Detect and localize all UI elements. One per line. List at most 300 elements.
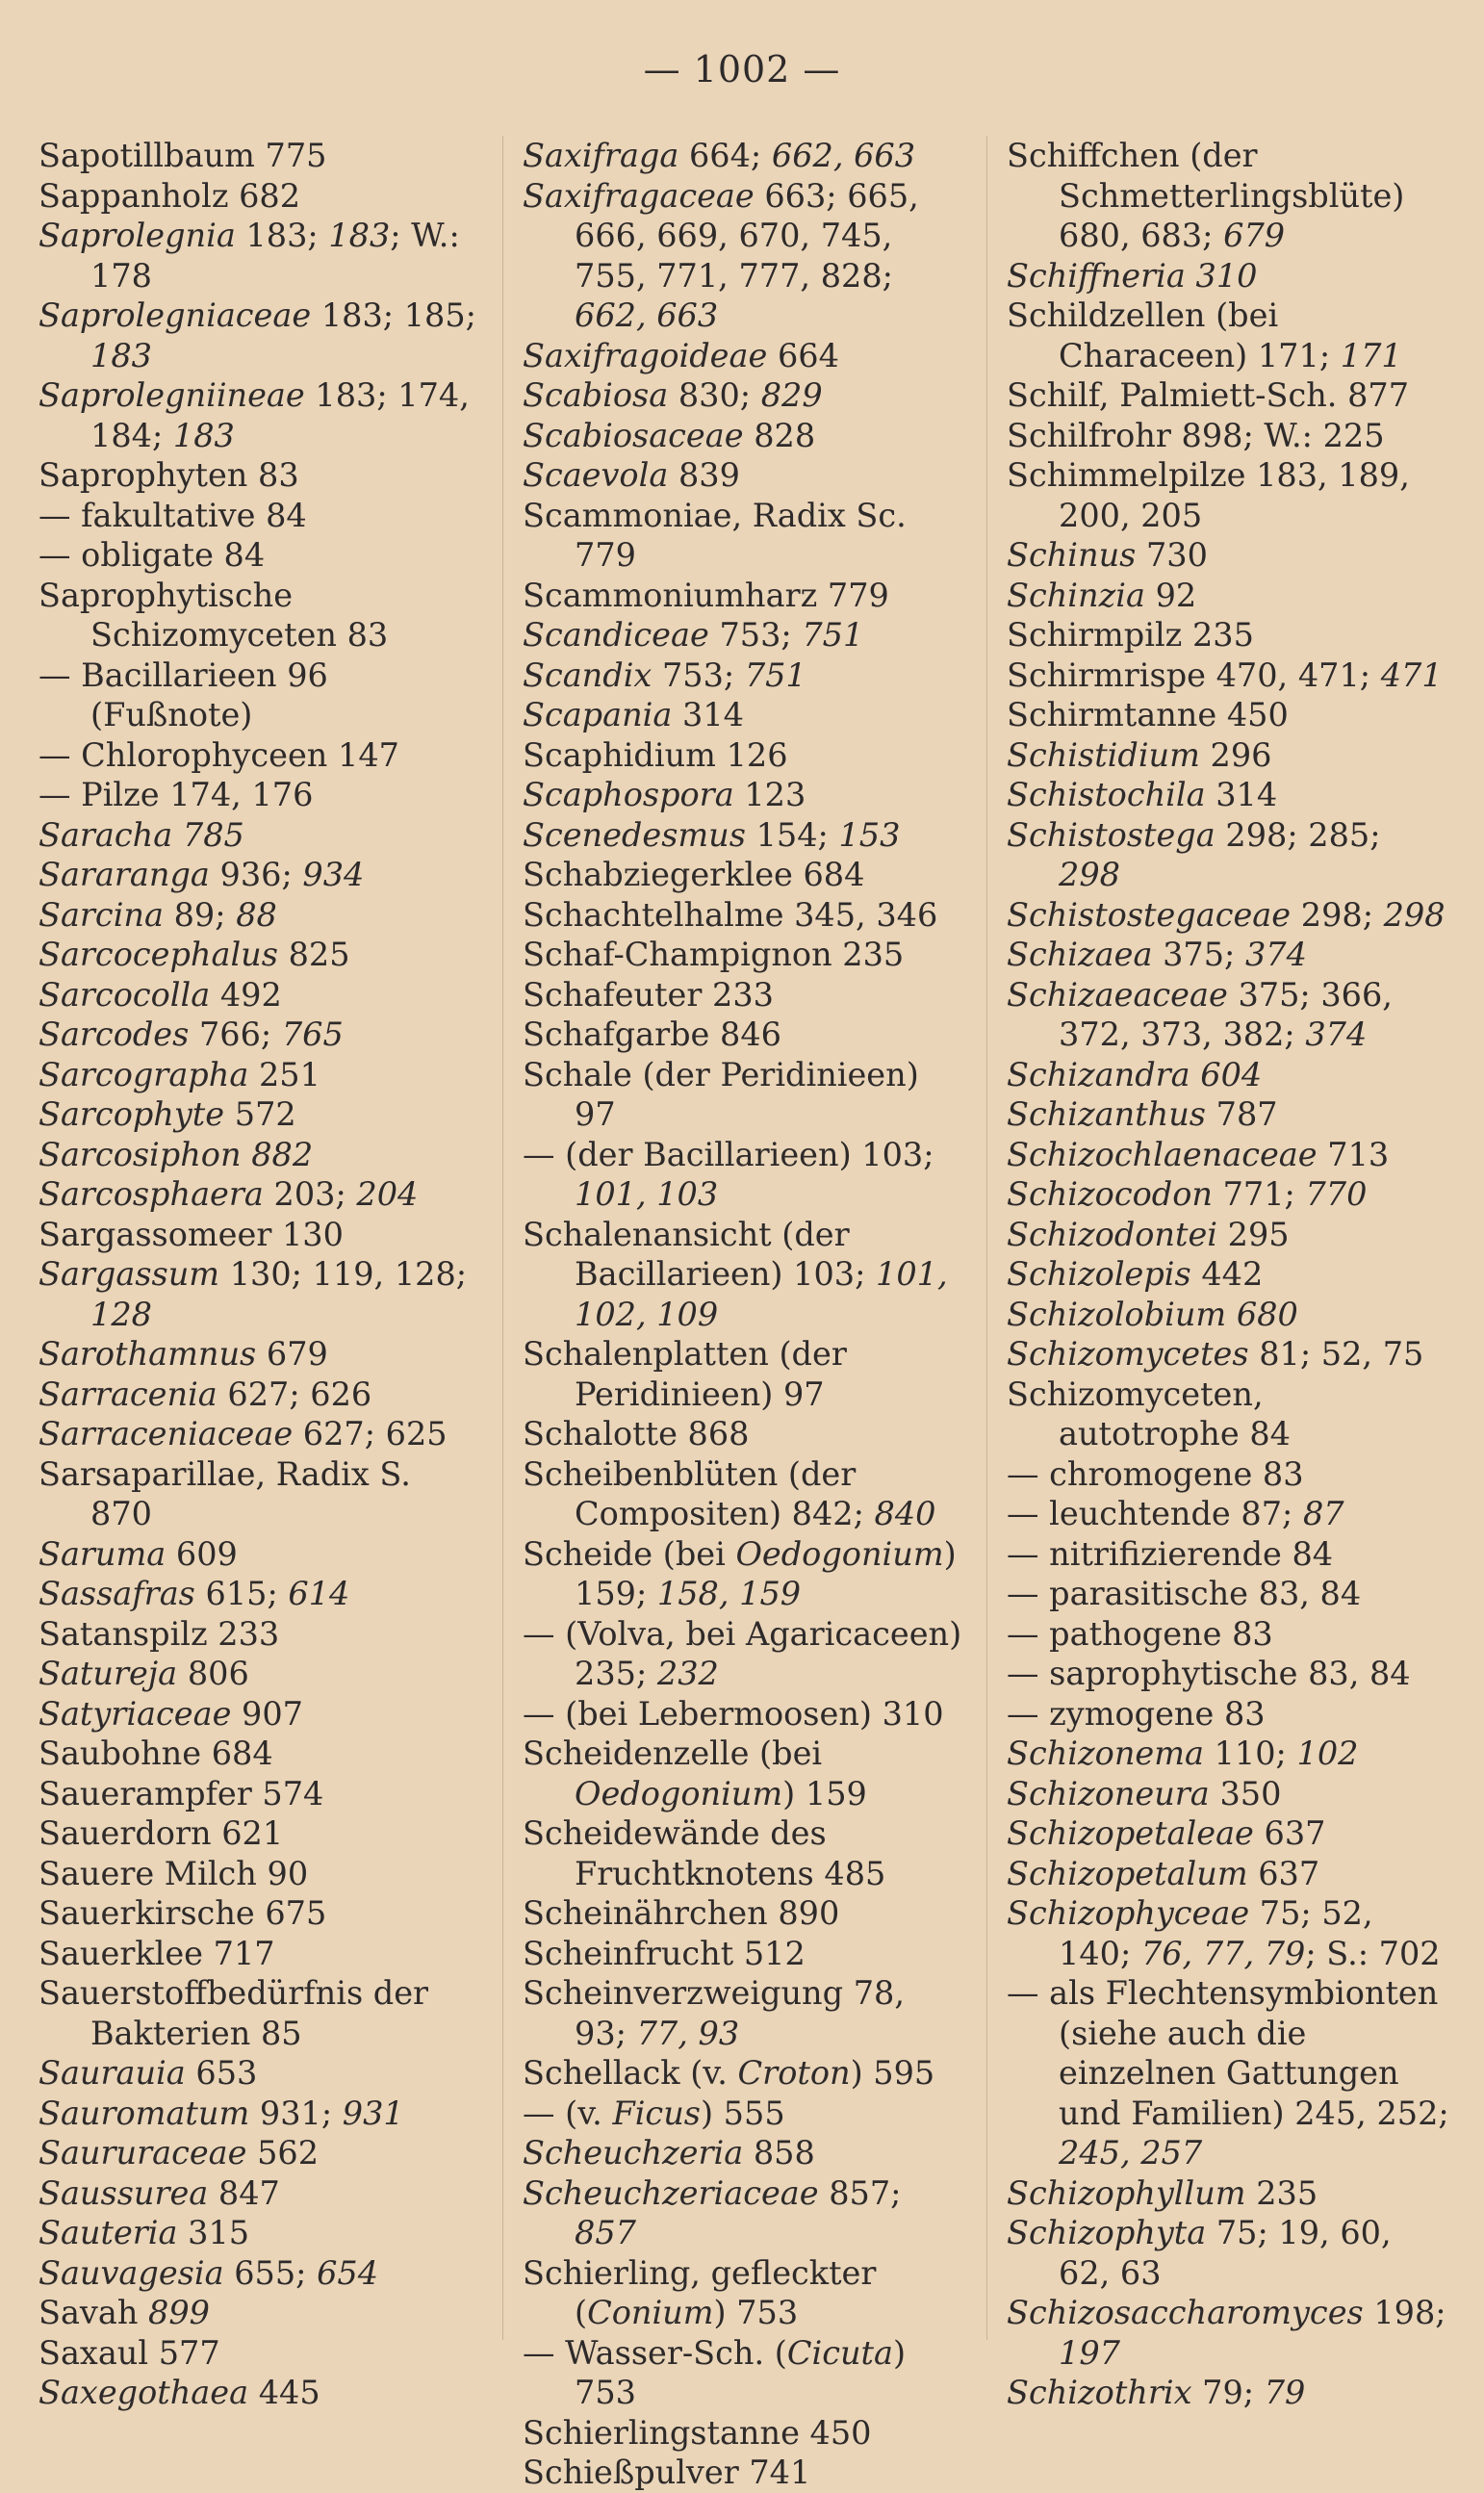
index-column-2 [523, 136, 965, 2493]
index-entry-text: 442 [1190, 1255, 1264, 1293]
index-entry [38, 935, 481, 975]
index-entry [38, 735, 481, 776]
index-entry-italic-text: 882 [251, 1135, 314, 1173]
index-entry-text: Scammoniumharz 779 [523, 576, 889, 614]
index-entry [523, 975, 965, 1015]
index-entry [1007, 935, 1449, 975]
index-entry-italic-text: Saprolegnia [38, 217, 236, 254]
index-entry [38, 1934, 481, 1974]
index-entry-italic-text: Schistostegaceae [1007, 895, 1292, 934]
index-entry-italic-text: Sarcographa [38, 1055, 249, 1093]
index-entry [38, 1334, 481, 1375]
index-entry-italic-text: Saxifragaceae [523, 176, 755, 215]
index-entry [1007, 535, 1449, 576]
index-entry-italic-text: Saurauia [38, 2054, 186, 2092]
index-entry-text: Schirmrispe 470, 471; [1007, 655, 1381, 694]
index-entry [38, 815, 481, 856]
index-entry [1007, 1973, 1449, 2173]
index-entry-text: 183; [235, 217, 329, 254]
index-entry-italic-text: 374 [1244, 936, 1307, 973]
index-entry-italic-text: 840 [874, 1495, 936, 1532]
index-entry [523, 735, 965, 776]
index-entry-text: ; S.: 702 [1305, 1934, 1441, 1972]
index-entry-text [172, 816, 183, 854]
index-entry [38, 1534, 481, 1575]
index-entry [523, 2413, 965, 2454]
index-entry [523, 1813, 965, 1893]
index-entry-italic-text: Schizodontei [1007, 1215, 1218, 1253]
index-entry [1007, 2213, 1449, 2293]
index-entry-text: 627; 625 [293, 1415, 448, 1452]
index-entry-text: Scheibenblüten (der Compositen) 842; [523, 1454, 875, 1532]
index-entry-text: — leuchtende 87; [1007, 1495, 1303, 1532]
index-entry-italic-text: 76, 77, 79 [1140, 1934, 1306, 1972]
index-entry-italic-text: 101, 103 [575, 1175, 719, 1213]
index-entry-text: — chromogene 83 [1007, 1454, 1304, 1493]
index-entry [523, 1215, 965, 1335]
index-entry-text: 183; 185; [311, 296, 476, 334]
index-entry [38, 535, 481, 576]
index-entry-italic-text: Sarcocephalus [38, 936, 278, 973]
index-entry-text: Scheinverzweigung 78, 93; [523, 1974, 905, 2052]
index-entry-text: Schierling, gefleckter ( [523, 2253, 877, 2331]
index-entry [1007, 1135, 1449, 1175]
index-entry-text: 375; 366, 372, 373, 382; [1059, 975, 1393, 1053]
index-entry-text: 89; [163, 895, 237, 934]
index-entry-text: Schimmelpilze 183, 189, 200, 205 [1007, 456, 1410, 534]
index-entry-italic-text: Schizocodon [1007, 1175, 1213, 1213]
index-entry-text: 806 [177, 1655, 249, 1692]
index-entry [1007, 1055, 1449, 1095]
index-entry-italic-text: 857 [575, 2214, 636, 2251]
index-entry-italic-text: Sarcina [38, 895, 164, 934]
index-entry-text: 753; [708, 616, 803, 654]
index-entry [38, 1893, 481, 1934]
index-entry-italic-text: Schizolobium [1007, 1295, 1227, 1333]
index-entry-text: 771; [1212, 1175, 1306, 1213]
index-entry-text: Schellack (v. [523, 2054, 738, 2092]
index-entry-italic-text: 934 [302, 856, 365, 893]
index-entry-italic-text: 614 [288, 1575, 350, 1612]
index-entry-text: 183; 174, 184; [90, 376, 470, 454]
index-entry-text: — obligate 84 [38, 536, 266, 574]
index-entry-italic-text: 604 [1200, 1055, 1263, 1093]
index-entry [38, 296, 481, 375]
index-entry [1007, 2293, 1449, 2373]
index-entry-italic-text: Saprolegniaceae [38, 296, 312, 334]
index-entry-italic-text: 751 [802, 616, 864, 654]
index-entry-text: Savah [38, 2294, 149, 2331]
index-entry-italic-text: 87 [1302, 1495, 1344, 1532]
index-entry [38, 1414, 481, 1454]
index-entry [38, 1973, 481, 2053]
index-entry-text: — zymogene 83 [1007, 1694, 1266, 1733]
index-entry [38, 1454, 481, 1534]
index-entry-italic-text: Schinzia [1007, 576, 1145, 614]
index-entry [38, 895, 481, 936]
index-entry-text: 637 [1247, 1854, 1320, 1892]
index-entry-italic-text: 785 [182, 815, 244, 854]
index-entry [1007, 1893, 1449, 1973]
index-entry-italic-text: 88 [236, 895, 277, 934]
index-entry-italic-text: Satureja [38, 1655, 178, 1692]
index-entry-italic-text: Scabiosa [523, 376, 669, 414]
index-entry-text: 375; [1152, 936, 1245, 973]
index-entry [1007, 1334, 1449, 1375]
index-entry [523, 2453, 965, 2493]
index-entry-text: Scheinfrucht 512 [523, 1934, 806, 1972]
index-entry-text: 730 [1136, 536, 1208, 574]
index-entry [38, 775, 481, 815]
index-column-1 [38, 136, 481, 2413]
index-entry-italic-text: Schizoneura [1007, 1774, 1210, 1812]
index-entry-italic-text: Schistochila [1007, 776, 1206, 813]
index-entry-text: Schalenansicht (der Bacillarieen) 103; [523, 1215, 877, 1293]
index-entry-italic-text: Schizopetaleae [1007, 1814, 1254, 1852]
index-entry-italic-text: Sauvagesia [38, 2253, 224, 2292]
index-entry-text: 753; [652, 655, 745, 694]
index-entry-text: Sauerstoffbedürfnis der Bakterien 85 [38, 1974, 429, 2052]
index-entry [1007, 1094, 1449, 1135]
index-entry [1007, 1215, 1449, 1255]
index-entry-italic-text: Schistostega [1007, 815, 1215, 854]
index-entry [1007, 975, 1449, 1055]
index-entry-text: 766; [189, 1015, 282, 1053]
index-entry [38, 975, 481, 1015]
index-entry-text: 615; [194, 1575, 289, 1612]
index-entry [523, 895, 965, 936]
index-entry-italic-text: Sarothamnus [38, 1335, 257, 1373]
index-entry-italic-text: Scandix [523, 655, 652, 694]
index-entry-text: 314 [1205, 776, 1278, 813]
index-entry-text: 679 [256, 1335, 328, 1373]
index-entry-text: 627; 626 [217, 1375, 372, 1413]
index-entry-text: 296 [1199, 735, 1272, 774]
index-entry-text: 572 [224, 1095, 296, 1133]
index-entry-italic-text: 471 [1380, 655, 1443, 694]
index-entry-italic-text: Oedogonium [575, 1774, 783, 1812]
index-entry [38, 2133, 481, 2173]
index-entry-italic-text: Schizolepis [1007, 1255, 1191, 1293]
index-entry-text: Schirmtanne 450 [1007, 696, 1289, 733]
index-entry-italic-text: Scaphospora [523, 776, 734, 813]
index-entry-italic-text: Sarcosphaera [38, 1175, 264, 1213]
index-entry [523, 1414, 965, 1454]
index-entry-text: Schießpulver 741 [523, 2454, 811, 2491]
index-entry [523, 136, 965, 176]
index-entry-text: 664; [678, 137, 772, 174]
column-divider [986, 136, 987, 2340]
index-entry-italic-text: Schizaea [1007, 936, 1153, 973]
index-entry-italic-text: Saruma [38, 1534, 166, 1573]
index-entry-text: Schalotte 868 [523, 1415, 750, 1452]
index-entry [38, 1694, 481, 1735]
index-entry-italic-text: 101, 102, 109 [575, 1255, 948, 1333]
index-entry-text: 350 [1209, 1774, 1282, 1812]
index-entry-text: — Bacillarieen 96 (Fußnote) [38, 655, 328, 733]
index-entry-italic-text: Sassafras [38, 1575, 195, 1612]
index-entry [523, 1454, 965, 1534]
index-entry-text: ) 159 [782, 1774, 867, 1812]
index-entry [1007, 775, 1449, 815]
index-entry-italic-text: 829 [760, 376, 823, 414]
index-entry-italic-text: 899 [148, 2294, 210, 2331]
index-entry-text: 79; [1191, 2374, 1265, 2411]
index-entry [523, 695, 965, 735]
index-entry-italic-text: Scheuchzeria [523, 2134, 744, 2172]
index-entry-text: 295 [1217, 1215, 1290, 1253]
index-entry-italic-text: Croton [737, 2054, 851, 2092]
index-entry-text: Sauerampfer 574 [38, 1774, 324, 1812]
index-entry [1007, 296, 1449, 375]
index-entry [523, 1694, 965, 1735]
index-entry-text: — parasitische 83, 84 [1007, 1575, 1362, 1612]
index-entry-italic-text: 153 [838, 815, 901, 854]
index-entry-italic-text: Saxifragoideae [523, 336, 768, 374]
index-entry-italic-text: Ficus [612, 2094, 701, 2132]
index-entry [38, 2053, 481, 2094]
index-entry-text: 828 [743, 416, 816, 454]
index-entry-text: — nitrifizierende 84 [1007, 1534, 1334, 1573]
index-entry-italic-text: 662, 663 [771, 137, 916, 174]
index-entry [1007, 615, 1449, 655]
index-entry [1007, 1694, 1449, 1735]
index-entry-text: — fakultative 84 [38, 496, 307, 534]
index-entry-text: 81; 52, 75 [1248, 1335, 1424, 1373]
index-entry-italic-text: Sarcosiphon [38, 1135, 242, 1173]
index-entry-text: 787 [1206, 1095, 1278, 1133]
index-entry-italic-text: Sarraceniaceae [38, 1415, 294, 1452]
index-entry-italic-text: Scenedesmus [523, 815, 746, 854]
index-entry [1007, 1654, 1449, 1694]
index-entry-text: — saprophytische 83, 84 [1007, 1655, 1411, 1692]
index-entry-italic-text: Scabiosaceae [523, 416, 744, 454]
index-entry-italic-text: 770 [1305, 1175, 1368, 1213]
index-entry-text: 825 [277, 936, 350, 973]
index-entry-italic-text: 931 [342, 2094, 404, 2132]
index-entry-text: — (Volva, bei Agaricaceen) 235; [523, 1614, 962, 1692]
index-entry-italic-text: 232 [656, 1655, 719, 1692]
index-entry [1007, 375, 1449, 416]
index-entry-text: Schilfrohr 898; W.: 225 [1007, 416, 1385, 454]
index-entry [38, 496, 481, 536]
index-entry-text: ) 595 [850, 2054, 935, 2092]
index-entry [38, 455, 481, 496]
index-entry [38, 2094, 481, 2134]
index-entry-text: 298; 285; [1215, 815, 1381, 854]
index-entry [523, 2133, 965, 2173]
index-entry-text: 492 [210, 975, 282, 1014]
index-entry-text: ) 555 [700, 2094, 785, 2132]
index-entry-italic-text: Scapania [523, 696, 673, 733]
index-entry-text: 198; [1363, 2294, 1446, 2331]
index-entry-text: Schabziegerklee 684 [523, 856, 865, 893]
index-entry-text: Schiffchen (der Schmetterlingsblüte) 680, 683; [1007, 137, 1405, 254]
index-entry-text: Schildzellen (bei Characeen) 171; [1007, 296, 1341, 374]
index-entry-text: 203; [263, 1175, 357, 1213]
index-entry-text: Schafgarbe 846 [523, 1015, 781, 1053]
index-entry-text: 847 [208, 2173, 280, 2212]
index-entry-italic-text: 128 [90, 1295, 152, 1333]
index-entry [38, 1094, 481, 1135]
index-entry [1007, 2373, 1449, 2413]
index-entry-text [1226, 1296, 1237, 1333]
index-entry [38, 176, 481, 217]
index-entry [38, 1174, 481, 1215]
index-entry [523, 655, 965, 696]
index-entry [523, 2333, 965, 2413]
index-entry [523, 1734, 965, 1813]
index-entry-text: Sargassomeer 130 [38, 1215, 344, 1253]
index-entry-text: 655; [223, 2253, 318, 2292]
index-entry-italic-text: Saprolegniineae [38, 376, 305, 414]
index-entry-italic-text: Sarcodes [38, 1015, 190, 1053]
index-entry-text: 445 [248, 2374, 320, 2411]
index-entry-italic-text: Cicuta [786, 2333, 893, 2372]
index-entry-italic-text: Schizochlaenaceae [1007, 1135, 1318, 1173]
index-entry-italic-text: 245, 257 [1059, 2134, 1203, 2172]
index-entry-italic-text: 183 [90, 336, 152, 374]
index-entry-italic-text: 158, 159 [656, 1575, 802, 1612]
index-entry [1007, 416, 1449, 456]
index-entry-italic-text: Saxegothaea [38, 2374, 249, 2411]
index-entry-text: 75; 52, 140; [1059, 1894, 1373, 1972]
index-entry [523, 815, 965, 856]
index-entry [1007, 1174, 1449, 1215]
index-entry-italic-text: Sargassum [38, 1255, 220, 1293]
index-entry [523, 1334, 965, 1414]
index-entry [523, 416, 965, 456]
index-entry-italic-text: Sauteria [38, 2214, 178, 2251]
index-entry [1007, 1854, 1449, 1894]
index-entry-text: 298; [1291, 895, 1384, 934]
index-entry [523, 1893, 965, 1934]
index-entry [1007, 1295, 1449, 1335]
index-entry-text [242, 1136, 252, 1173]
index-entry-text: Sarsaparillae, Radix S. 870 [38, 1454, 411, 1532]
index-entry [523, 576, 965, 616]
index-entry-italic-text: Scandiceae [523, 616, 709, 654]
index-entry [523, 775, 965, 815]
index-entry-text: Schachtelhalme 345, 346 [523, 895, 938, 934]
index-entry-text: Scheide (bei [523, 1534, 736, 1573]
index-entry [38, 1015, 481, 1055]
index-entry-text: Sauerklee 717 [38, 1934, 275, 1972]
index-entry-italic-text: Schizothrix [1007, 2374, 1192, 2411]
index-entry-text: 839 [668, 456, 740, 494]
index-entry [523, 1973, 965, 2053]
index-entry-text: 936; [209, 856, 303, 893]
index-entry [523, 1614, 965, 1694]
index-entry-text: — (v. [523, 2094, 613, 2132]
index-entry [523, 455, 965, 496]
index-entry [38, 2293, 481, 2333]
index-entry-italic-text: Schizomycetes [1007, 1335, 1249, 1373]
index-entry [38, 2373, 481, 2413]
index-entry-text: Scheinährchen 890 [523, 1894, 840, 1932]
index-entry [38, 1614, 481, 1655]
index-entry [1007, 695, 1449, 735]
index-entry-text: Schaf-Champignon 235 [523, 936, 905, 973]
index-entry-text: 251 [248, 1055, 320, 1093]
index-entry-text: Scaphidium 126 [523, 735, 788, 774]
index-entry-text: Saprophyten 83 [38, 456, 299, 494]
index-entry-italic-text: 374 [1305, 1015, 1368, 1053]
index-entry [523, 176, 965, 336]
index-entry [523, 2053, 965, 2094]
index-entry-text: Schirmpilz 235 [1007, 616, 1254, 654]
index-entry-text: — (der Bacillarieen) 103; [523, 1135, 934, 1173]
index-entry-italic-text: Saracha [38, 815, 173, 854]
index-entry-italic-text: 102 [1296, 1735, 1359, 1772]
index-entry-italic-text: 765 [281, 1015, 344, 1053]
index-entry-text: 92 [1144, 576, 1197, 614]
index-entry-italic-text: 680 [1236, 1295, 1298, 1333]
index-entry-italic-text: Satyriaceae [38, 1694, 232, 1733]
index-entry [38, 1854, 481, 1894]
index-entry-italic-text: Schizandra [1007, 1055, 1190, 1093]
index-entry [523, 1055, 965, 1135]
index-entry [1007, 735, 1449, 776]
index-entry-text: Scheidewände des Fruchtknotens 485 [523, 1814, 886, 1892]
index-entry-italic-text: Schizopetalum [1007, 1854, 1248, 1892]
index-entry-text: Saprophytische Schizomyceten 83 [38, 576, 389, 654]
index-entry-text: 154; [745, 815, 839, 854]
index-entry [1007, 1574, 1449, 1614]
index-entry-italic-text: 204 [356, 1175, 419, 1213]
index-entry [1007, 1774, 1449, 1814]
index-entry-italic-text: Schizanthus [1007, 1095, 1207, 1133]
index-entry-text: Schafeuter 233 [523, 975, 774, 1014]
index-entry [38, 2333, 481, 2374]
index-entry-text: Sauerkirsche 675 [38, 1894, 327, 1932]
index-entry [38, 1813, 481, 1854]
index-entry-text: — Pilze 174, 176 [38, 776, 314, 813]
index-entry [38, 1734, 481, 1774]
index-entry [38, 136, 481, 176]
index-entry [38, 1055, 481, 1095]
index-entry-italic-text: 79 [1264, 2374, 1306, 2411]
index-entry-text: Saubohne 684 [38, 1735, 273, 1772]
index-entry-italic-text: Sauromatum [38, 2094, 250, 2132]
index-entry [38, 375, 481, 455]
index-entry-text: ) 159; [575, 1534, 957, 1612]
index-entry-text: — als Flechtensymbionten (siehe auch die einzelnen Gattungen und Familien) 245, 252; [1007, 1974, 1449, 2132]
index-entry [523, 935, 965, 975]
index-entry-italic-text: Oedogonium [735, 1534, 944, 1573]
index-entry-text: ; W.: 178 [90, 217, 460, 295]
index-entry [523, 1534, 965, 1614]
index-entry-text: Sappanholz 682 [38, 176, 301, 215]
index-entry-text: 123 [733, 776, 806, 813]
index-entry-italic-text: Saururaceae [38, 2134, 247, 2172]
index-entry-italic-text: 654 [317, 2253, 379, 2292]
index-entry-italic-text: Schizaeaceae [1007, 975, 1228, 1014]
index-entry-text: 664 [767, 336, 839, 374]
index-entry-italic-text: 77, 93 [636, 2014, 740, 2052]
index-entry-italic-text: Schinus [1007, 536, 1137, 574]
index-entry-text: 110; [1203, 1735, 1297, 1772]
index-entry-text: 858 [743, 2134, 815, 2172]
index-entry-text: ) 753 [713, 2294, 799, 2331]
index-entry-italic-text: 197 [1059, 2333, 1120, 2372]
index-entry-text: 931; [249, 2094, 343, 2132]
index-entry-italic-text: Saxifraga [523, 137, 679, 174]
index-entry-text: 713 [1317, 1135, 1390, 1173]
index-entry [38, 655, 481, 735]
index-entry [38, 2253, 481, 2294]
index-entry [1007, 1813, 1449, 1854]
